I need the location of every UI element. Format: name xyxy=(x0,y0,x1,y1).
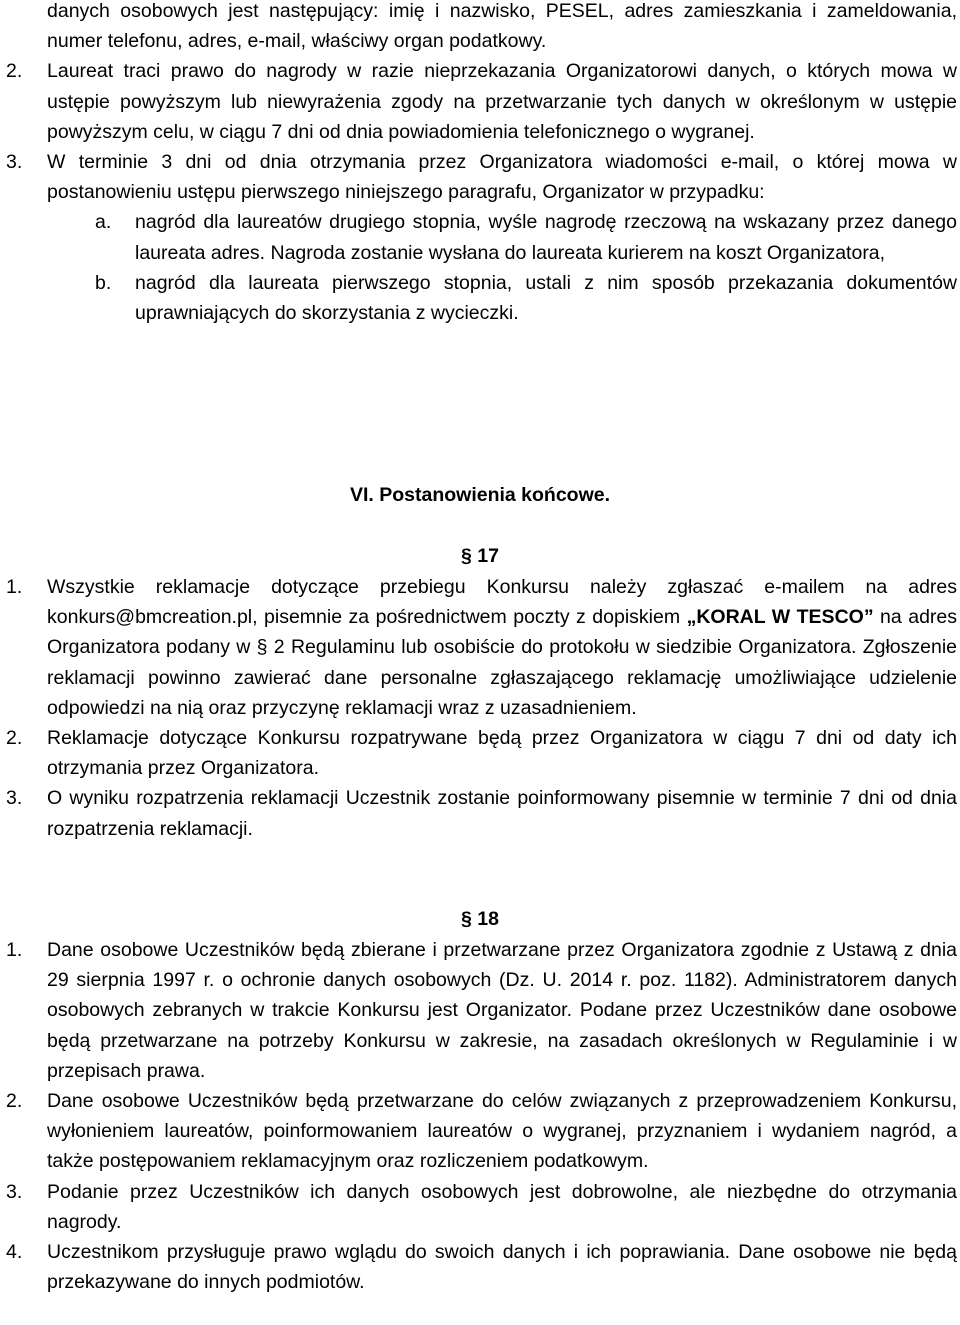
list-item xyxy=(0,783,960,843)
list-item xyxy=(0,572,960,723)
paragraph-17-block xyxy=(0,572,960,844)
list-item xyxy=(0,1177,960,1237)
list-item xyxy=(0,0,960,56)
paragraph-18-block xyxy=(0,935,960,1297)
item-text: Dane osobowe Uczestników będą przetwarzane do celów związanych z przeprowadzeniem Konkursu, wyłonieniem laureatów, poinformowaniem laureatów o wygranej, przyznaniem i wydaniem nagród, a także postępowaniem reklamacyjnym oraz rozliczeniem podatkowym. xyxy=(47,1090,957,1173)
item-text: Reklamacje dotyczące Konkursu rozpatrywane będą przez Organizatora w ciągu 7 dni od daty ich otrzymania przez Organizatora. xyxy=(47,727,957,780)
list-item xyxy=(0,56,960,147)
sub-item-text: nagród dla laureatów drugiego stopnia, wyśle nagrodę rzeczową na wskazany przez danego laureata adres. Nagroda zostanie wysłana do laureata kurierem na koszt Organizatora, xyxy=(135,211,957,264)
list-item xyxy=(0,147,960,207)
list-item xyxy=(0,723,960,783)
item-text-part: Wszystkie reklamacje dotyczące przebiegu Konkursu należy zgłaszać e-mailem na adres konkurs@bmcreation.pl, pisemnie za pośrednictwem poczty z dopiskiem xyxy=(47,576,957,629)
item-text: Uczestnikom przysługuje prawo wglądu do swoich danych i ich poprawiania. Dane osobowe nie będą przekazywane do innych podmiotów. xyxy=(47,1241,957,1294)
item-text-bold: „KORAL W TESCO” xyxy=(686,606,874,629)
item-number: 3. xyxy=(6,151,23,174)
item-number: 2. xyxy=(6,1090,23,1113)
section-heading: VI. Postanowienia końcowe. xyxy=(349,484,611,506)
sub-list-item xyxy=(0,207,960,267)
list-item xyxy=(0,935,960,1086)
item-text: Dane osobowe Uczestników będą zbierane i przetwarzane przez Organizatora zgodnie z Ustawą z dnia 29 sierpnia 1997 r. o ochronie danych osobowych (Dz. U. 2014 r. poz. 1182). Administratorem danych osobowych zebranych w trakcie Konkursu jest Organizator. Podane przez Uczestników dane osobowe będą przetwarzane na potrzeby Konkursu w zakresie, na zasadach określonych w Regulaminie i w przepisach prawa. xyxy=(47,939,957,1082)
item-text: danych osobowych jest następujący: imię i nazwisko, PESEL, adres zamieszkania i zameldowania, numer telefonu, adres, e-mail, właściwy organ podatkowy. xyxy=(47,0,957,53)
item-text: O wyniku rozpatrzenia reklamacji Uczestnik zostanie poinformowany pisemnie w terminie 7 dni od dnia rozpatrzenia reklamacji. xyxy=(47,787,957,840)
item-number: 3. xyxy=(6,1180,23,1203)
paragraph-sign-18: § 18 xyxy=(461,908,499,930)
item-number: 4. xyxy=(6,1241,23,1264)
item-text: W terminie 3 dni od dnia otrzymania przez Organizatora wiadomości e-mail, o której mowa w postanowieniu ustępu pierwszego niniejszego paragrafu, Organizator w przypadku: xyxy=(47,151,957,204)
sub-item-letter: a. xyxy=(95,211,112,234)
sub-list-item xyxy=(0,268,960,328)
sub-item-letter: b. xyxy=(95,271,112,294)
item-number: 2. xyxy=(6,727,23,750)
sub-item-text: nagród dla laureata pierwszego stopnia, ustali z nim sposób przekazania dokumentów uprawniających do skorzystania z wycieczki. xyxy=(135,271,957,325)
item-number: 2. xyxy=(6,60,23,83)
item-text: Podanie przez Uczestników ich danych osobowych jest dobrowolne, ale niezbędne do otrzymania nagrody. xyxy=(47,1180,957,1233)
paragraph-sign-17: § 17 xyxy=(461,545,499,567)
item-number: 1. xyxy=(6,939,23,961)
section5-block xyxy=(0,0,960,328)
item-text-part: na adres Organizatora podany w § 2 Regulaminu lub osobiście do protokołu w siedzibie Organizatora. Zgłoszenie reklamacji powinno zawierać dane personalne zgłaszającego reklamację umożliwiające udzielenie odpowiedzi na nią oraz przyczynę reklamacji wraz z uzasadnieniem. xyxy=(47,606,957,719)
item-text: Laureat traci prawo do nagrody w razie nieprzekazania Organizatorowi danych, o których mowa w ustępie powyższym lub niewyrażenia zgody na przetwarzanie tych danych w określonym w ustępie powyższym celu, w ciągu 7 dni od dnia powiadomienia telefonicznego o wygranej. xyxy=(47,60,957,143)
list-item xyxy=(0,1086,960,1177)
list-item xyxy=(0,1237,960,1297)
item-number: 3. xyxy=(6,787,23,810)
item-number: 1. xyxy=(6,576,23,598)
